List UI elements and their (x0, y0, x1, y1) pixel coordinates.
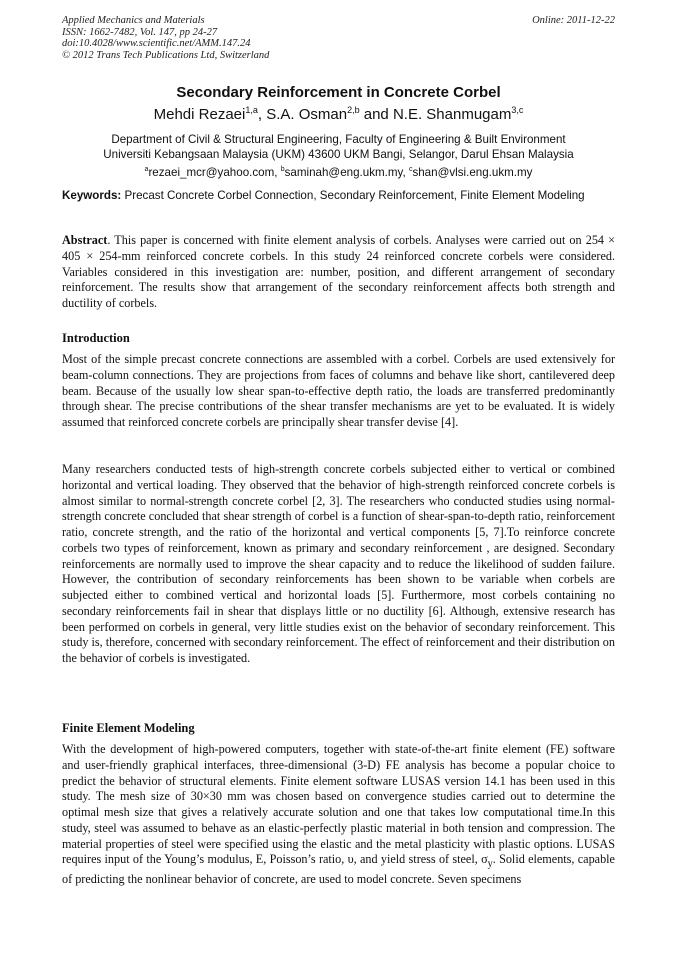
email-superscript: b (280, 166, 285, 173)
email-address: saminah@eng.ukm.my, (284, 165, 409, 179)
paper-title: Secondary Reinforcement in Concrete Corbel (176, 84, 501, 101)
section-heading-fem: Finite Element Modeling (62, 721, 195, 735)
author-list (62, 105, 615, 123)
journal-name: Applied Mechanics and Materials (62, 15, 205, 26)
author-superscript: 1,a (245, 105, 258, 115)
online-date: Online: 2011-12-22 (532, 15, 615, 26)
abstract-label: Abstract (62, 233, 108, 247)
author-name: N.E. Shanmugam (392, 106, 512, 123)
author-superscript: 3,c (511, 105, 524, 115)
keywords-text: Precast Concrete Corbel Connection, Secondary Reinforcement, Finite Element Modeling (121, 189, 585, 202)
keywords-label: Keywords: (62, 189, 122, 202)
author-name: S.A. Osman (266, 106, 348, 123)
yield-stress-subscript: y (487, 858, 493, 870)
affiliation-block (62, 132, 615, 180)
abstract-paragraph (62, 233, 615, 312)
copyright-line: © 2012 Trans Tech Publications Ltd, Switzerland (62, 49, 270, 61)
fem-text: . Solid elements, capable of predicting the nonlinear behavior of concrete, are used to model concrete. Seven specimens (62, 852, 615, 887)
affiliation-line: Universiti Kebangsaan Malaysia (UKM) 43600 UKM Bangi, Selangor, Darul Ehsan Malaysia (103, 148, 574, 161)
doi-line: doi:10.4028/www.scientific.net/AMM.147.24 (62, 38, 251, 50)
author-separator: , (257, 106, 267, 123)
issn-line: ISSN: 1662-7482, Vol. 147, pp 24-27 (62, 26, 218, 38)
fem-paragraph-1 (62, 742, 615, 888)
email-superscript: a (144, 166, 149, 173)
introduction-paragraph-1: Most of the simple precast concrete connections are assembled with a corbel. Corbels are used extensively for beam-column connections. They are projections from faces of columns and behave like short, cantilevered deep beam. Because of the usually low shear span-to-effective depth ratio, the loads are transferred predominantly through shear. The precise contributions of the shear transfer mechanisms are yet to be evaluated. It is widely assumed that reinforced concrete corbels are principally shear transfer devise [4]. (62, 352, 615, 429)
email-line (62, 162, 615, 180)
section-heading-introduction: Introduction (62, 331, 130, 345)
author-separator: and (359, 106, 393, 123)
fem-text: With the development of high-powered computers, together with state-of-the-art finite element (FE) software and user-friendly graphical interfaces, three-dimensional (3-D) FE analysis has become a popular choice to predict the behavior of structural elements. Finite element software LUSAS version 14.1 has been used in this study. The mesh size of 30×30 mm was chosen based on convergence studies carried out to determine the optimal mesh size that gives a relatively accurate solution and one that takes low computational time.In this study, steel was assumed to behave as an elastic-perfectly plastic material in both tension and compression. The material properties of steel were specified using the elastic and the metal plasticity with plastic options. LUSAS requires input of the Young’s modulus, E, Poisson’s ratio, υ, and yield stress of steel, σ (62, 742, 615, 867)
keywords-paragraph (62, 188, 615, 204)
introduction-paragraph-2: Many researchers conducted tests of high-strength concrete corbels subjected either to vertical or combined horizontal and vertical loading. They observed that the behavior of high-strength reinforced concrete corbels is almost similar to normal-strength concrete corbel [2, 3]. The researchers who conducted studies using normal-strength concrete concluded that shear strength of corbel is a function of shear-span-to-depth ratio, reinforcement ratio, concrete strength, and the ratio of the horizontal and vertical components [5, 7].To reinforce concrete corbels two types of reinforcement, known as primary and secondary reinforcement , are designed. Secondary reinforcements are normally used to improve the shear capacity and to reduce the likelihood of sudden failure. However, the contribution of secondary reinforcements has been shown to be variable when corbels are subjected either to combined vertical and horizontal loads [5]. Furthermore, most corbels containing no secondary reinforcements fail in shear that displays little or no ductility [6]. Although, extensive research has been performed on corbels in general, very little studies exist on the behavior of secondary reinforcement. This study is, therefore, concerned with secondary reinforcement. The effect of reinforcement and their distribution on the behavior of corbels is investigated. (62, 462, 615, 665)
journal-header (62, 15, 615, 65)
email-address: rezaei_mcr@yahoo.com, (148, 165, 281, 179)
email-superscript: c (408, 166, 413, 173)
abstract-text: . This paper is concerned with finite element analysis of corbels. Analyses were carried out on 254 × 405 × 254-mm reinforced concrete corbels. In this study 24 reinforced concrete corbels were considered. Variables considered in this investigation are: number, position, and different arrangement of secondary reinforcement. The results show that arrangement of the secondary reinforcement affects both strength and ductility of corbels. (62, 233, 615, 310)
author-name: Mehdi Rezaei (153, 106, 246, 123)
author-superscript: 2,b (347, 105, 360, 115)
email-address: shan@vlsi.eng.ukm.my (412, 165, 533, 179)
affiliation-line: Department of Civil & Structural Engineering, Faculty of Engineering & Built Environment (111, 133, 566, 146)
